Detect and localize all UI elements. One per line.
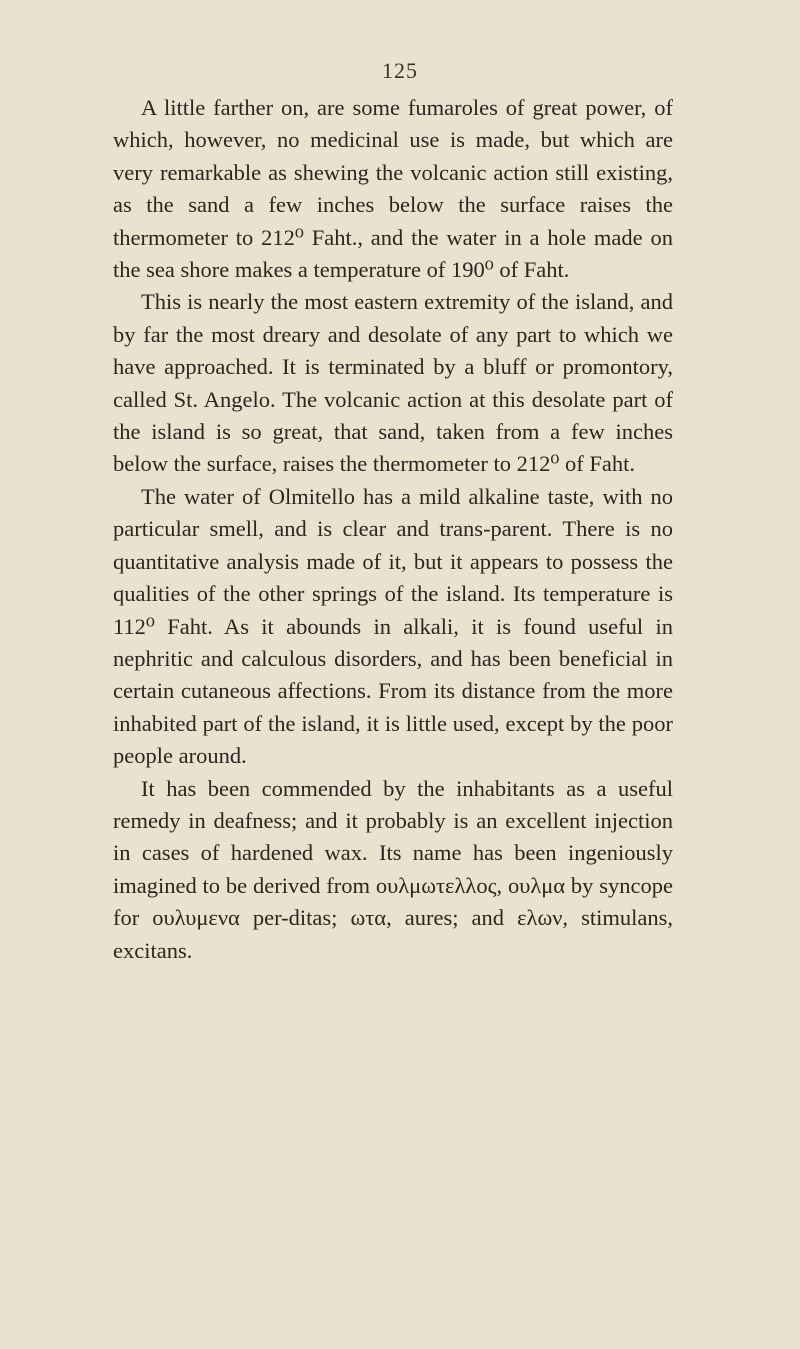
paragraph-name-derivation: It has been commended by the inhabitants as a useful remedy in deafness; and it probably is an excellent injection in cases of hardened wax. Its name has been ingeniously imagined to be derived from ουλμωτελλος, ουλμα by syncope for ουλυμενα per-ditas; ωτα, aures; and ελων, stimulans, excitans. [113,775,673,963]
paragraph-olmitello-water: The water of Olmitello has a mild alkaline taste, with no particular smell, and is clear and trans-parent. There is no quantitative analysis made of it, but it appears to possess the qualities of the other springs of the island. Its temperature is 112⁰ Faht. As it abounds in alkali, it is found useful in nephritic and calculous disorders, and has been beneficial in certain cutaneous affections. From its distance from the more inhabited part of the island, it is little used, except by the poor people around. [113,483,673,769]
paragraph-eastern-extremity: This is nearly the most eastern extremity of the island, and by far the most dreary and desolate of any part to which we have approached. It is terminated by a bluff or promontory, called St. Angelo. The volcanic action at this desolate part of the island is so great, that sand, taken from a few inches below the surface, raises the thermometer to 212⁰ of Faht. [113,289,673,477]
page-number: 125 [382,58,418,83]
body-text [113,92,673,967]
paragraph-fumaroles: A little farther on, are some fumaroles of great power, of which, however, no medicinal use is made, but which are very remarkable as shewing the volcanic action still existing, as the sand a few inches below the surface raises the thermometer to 212⁰ Faht., and the water in a hole made on the sea shore makes a temperature of 190⁰ of Faht. [113,95,673,283]
